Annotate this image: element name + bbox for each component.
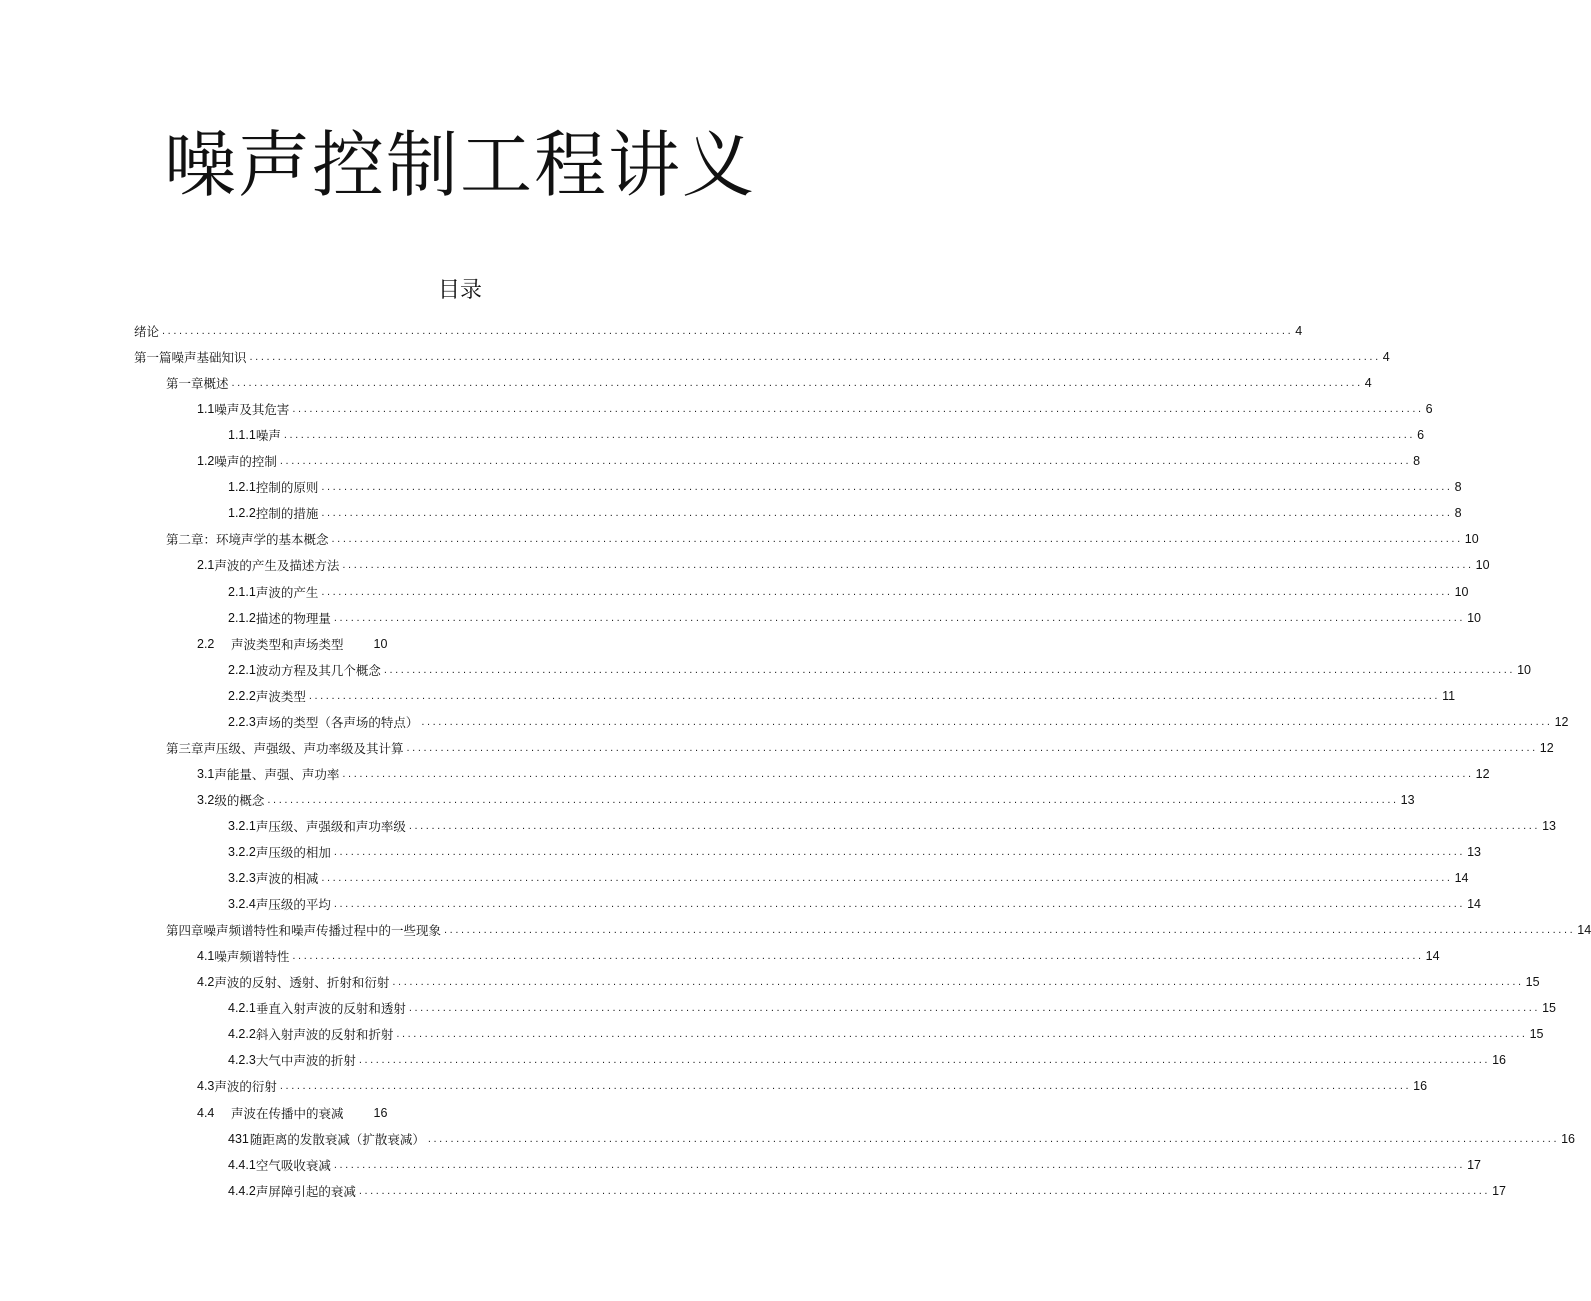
toc-entry-title: 描述的物理量 <box>255 610 331 626</box>
toc-entry[interactable] <box>134 344 1390 370</box>
toc-entry-title: 第一章概述 <box>166 376 229 392</box>
toc-leader-dots: ........................................................................................................................................................................................................ <box>383 663 1516 676</box>
toc-page-number: 10 <box>1454 584 1469 599</box>
toc-entry[interactable] <box>228 422 1425 448</box>
toc-entry-number: 2.1.2 <box>228 610 256 625</box>
toc-leader-dots: ........................................................................................................................................................................................................ <box>321 507 1453 520</box>
toc-entry[interactable] <box>166 370 1372 396</box>
toc-entry-number: 4.4 <box>197 1105 215 1120</box>
toc-page-number: 12 <box>1539 740 1554 755</box>
toc-page-number: 8 <box>1413 454 1421 469</box>
toc-entry[interactable] <box>228 1152 1481 1178</box>
toc-page-number: 10 <box>1467 610 1481 625</box>
toc-entry[interactable] <box>228 865 1469 891</box>
toc-leader-dots: ........................................................................................................................................................................................................ <box>358 1054 1491 1067</box>
toc-leader-dots: ........................................................................................................................................................................................................ <box>267 793 1399 806</box>
toc-entry-number: 4.4.2 <box>228 1183 256 1198</box>
toc-page-number: 8 <box>1454 480 1462 495</box>
toc-entry-number: 3.2.2 <box>228 845 256 859</box>
toc-entry[interactable] <box>228 474 1462 500</box>
toc-entry-number: 2.1.1 <box>228 584 256 599</box>
toc-entry-number: 2.1 <box>197 558 215 573</box>
toc-entry[interactable] <box>197 552 1490 578</box>
toc-entry[interactable] <box>197 969 1540 995</box>
toc-leader-dots: ........................................................................................................................................................................................................ <box>421 715 1553 728</box>
toc-entry-title: 噪声的控制 <box>214 454 277 470</box>
toc-page-number: 16 <box>1413 1079 1428 1094</box>
toc-leader-dots: ........................................................................................................................................................................................................ <box>408 819 1541 832</box>
toc-entry-title: 随距离的发散衰减（扩散衰减） <box>249 1131 425 1147</box>
toc-page-number: 14 <box>1577 923 1591 938</box>
toc-leader-dots: ........................................................................................................................................................................................................ <box>392 976 1524 989</box>
toc-entry-title: 声波的产生及描述方法 <box>214 558 340 574</box>
toc-leader-dots: ........................................................................................................................................................................................................ <box>249 351 1381 364</box>
toc-leader-dots: ........................................................................................................................................................................................................ <box>396 1028 1528 1041</box>
toc-leader-dots: ........................................................................................................................................................................................................ <box>342 559 1474 572</box>
toc-entry-title: 声波的反射、透射、折射和衍射 <box>214 975 390 991</box>
toc-page-number: 4 <box>1382 350 1390 365</box>
toc-entry[interactable] <box>197 396 1433 422</box>
toc-page-number: 13 <box>1467 845 1481 859</box>
toc-entry-title: 声压级的相加 <box>255 845 331 860</box>
toc-leader-dots: ........................................................................................................................................................................................................ <box>283 429 1416 442</box>
toc-page-number: 8 <box>1454 506 1462 521</box>
toc-page-number: 6 <box>1417 428 1425 443</box>
toc-page-number: 10 <box>1475 558 1490 573</box>
toc-entry[interactable] <box>228 1021 1544 1047</box>
toc-entry-number: 4.2 <box>197 975 215 990</box>
toc-entry[interactable] <box>197 787 1415 813</box>
toc-page-number: 10 <box>1464 532 1479 547</box>
toc-entry[interactable] <box>228 709 1569 735</box>
toc-entry-title: 垂直入射声波的反射和透射 <box>255 1001 406 1017</box>
toc-leader-dots: ........................................................................................................................................................................................................ <box>321 481 1453 494</box>
toc-entry-title: 声能量、声强、声功率 <box>214 766 340 782</box>
toc-entry[interactable] <box>228 1126 1576 1152</box>
toc-page-number: 15 <box>1542 1001 1556 1016</box>
toc-entry-number: 1.1.1 <box>228 428 256 443</box>
toc-leader-dots: ........................................................................................................................................................................................................ <box>406 741 1538 754</box>
toc-page-number: 15 <box>1525 975 1540 990</box>
toc-leader-dots: ........................................................................................................................................................................................................ <box>279 455 1412 468</box>
toc-entry-number: 4.2.2 <box>228 1027 256 1042</box>
toc-entry-number: 1.2.2 <box>228 506 256 521</box>
toc-leader-dots: ........................................................................................................................................................................................................ <box>292 950 1424 963</box>
toc-entry[interactable] <box>228 657 1531 683</box>
toc-leader-dots: ........................................................................................................................................................................................................ <box>321 585 1453 598</box>
toc-entry-number: 3.1 <box>197 766 215 781</box>
toc-entry[interactable] <box>228 1178 1506 1204</box>
toc-entry-title: 噪声 <box>255 428 281 444</box>
toc-leader-dots: ........................................................................................................................................................................................................ <box>292 403 1424 416</box>
document-title: 噪声控制工程讲义 <box>163 123 756 207</box>
toc-page-number: 11 <box>1442 688 1456 703</box>
toc-entry-number: 1.1 <box>197 402 215 417</box>
toc-entry[interactable] <box>228 500 1462 526</box>
toc-entry-number: 2.2.1 <box>228 662 256 677</box>
toc-leader-dots: ........................................................................................................................................................................................................ <box>427 1132 1560 1145</box>
toc-entry[interactable] <box>228 839 1481 865</box>
toc-entry-title: 声波在传播中的衰减 <box>231 1105 344 1121</box>
toc-entry-number: 2.2.2 <box>228 688 256 703</box>
toc-entry-title: 级的概念 <box>214 792 265 808</box>
toc-entry-number: 第四章 <box>166 924 204 939</box>
toc-entry[interactable] <box>134 318 1303 344</box>
toc-entry-title: 声压级、声强级和声功率级 <box>255 818 406 834</box>
toc-entry-number: 4.2.3 <box>228 1053 256 1068</box>
toc-entry[interactable] <box>228 579 1469 605</box>
toc-leader-dots: ........................................................................................................................................................................................................ <box>444 924 1576 937</box>
toc-entry-title: 噪声频谱特性 <box>214 949 290 965</box>
toc-entry-title: 斜入射声波的反射和折射 <box>255 1027 394 1043</box>
toc-entry-number: 4.3 <box>197 1079 215 1094</box>
toc-page-number: 14 <box>1425 949 1440 964</box>
toc-entry-title: 第一篇噪声基础知识 <box>134 350 247 366</box>
toc-leader-dots: ........................................................................................................................................................................................................ <box>321 872 1453 885</box>
toc-entry-title: 声波类型和声场类型 <box>231 636 344 652</box>
toc-entry[interactable] <box>166 526 1479 552</box>
toc-entry[interactable] <box>197 448 1421 474</box>
toc-leader-dots: ........................................................................................................................................................................................................ <box>333 898 1466 911</box>
toc-page-number: 16 <box>1561 1131 1576 1146</box>
toc-page-number: 13 <box>1400 792 1415 807</box>
toc-leader-dots: ........................................................................................................................................................................................................ <box>308 689 1441 702</box>
toc-page-number: 15 <box>1529 1027 1544 1042</box>
toc-entry[interactable] <box>166 735 1554 761</box>
toc-entry[interactable] <box>228 995 1556 1021</box>
toc-entry-title: 声压级的平均 <box>255 897 331 913</box>
toc-leader-dots: ........................................................................................................................................................................................................ <box>358 1184 1491 1197</box>
toc-page-number: 13 <box>1542 818 1556 833</box>
toc-entry-number: 4.2.1 <box>228 1001 256 1016</box>
toc-entry[interactable] <box>197 1073 1428 1099</box>
toc-page-number: 16 <box>373 1105 388 1120</box>
toc-leader-dots: ........................................................................................................................................................................................................ <box>333 846 1466 858</box>
toc-page-number: 4 <box>1364 376 1372 391</box>
toc-entry[interactable] <box>197 631 387 657</box>
toc-page-number: 17 <box>1492 1183 1506 1198</box>
toc-entry[interactable] <box>228 813 1556 839</box>
toc-page-number: 10 <box>1517 662 1531 677</box>
toc-page-number: 14 <box>1467 897 1481 912</box>
toc-entry-title: 声压级、声强级、声功率级及其计算 <box>203 740 404 756</box>
toc-entry[interactable] <box>197 943 1440 969</box>
toc-entry[interactable] <box>228 891 1481 917</box>
toc-entry-title: 噪声及其危害 <box>214 402 290 418</box>
toc-leader-dots: ........................................................................................................................................................................................................ <box>231 377 1363 390</box>
toc-entry[interactable] <box>166 917 1591 943</box>
toc-entry-title: 噪声频谱特性和噪声传播过程中的一些现象 <box>203 923 442 939</box>
toc-entry-title: 控制的原则 <box>255 480 319 496</box>
toc-leader-dots: ........................................................................................................................................................................................................ <box>162 325 1294 337</box>
toc-page-number: 12 <box>1475 766 1490 781</box>
toc-entry-title: 声屏障引起的衰减 <box>255 1183 356 1199</box>
toc-entry-number: 2.2.3 <box>228 714 256 729</box>
toc-entry[interactable] <box>197 761 1490 787</box>
toc-entry-number: 3.2.1 <box>228 818 256 833</box>
toc-leader-dots: ........................................................................................................................................................................................................ <box>342 767 1474 780</box>
toc-entry-title: 声波的衍射 <box>214 1079 277 1095</box>
toc-page-number: 12 <box>1554 714 1569 729</box>
toc-leader-dots: ........................................................................................................................................................................................................ <box>279 1080 1412 1093</box>
toc-page-number: 6 <box>1425 402 1433 417</box>
toc-leader-dots: ........................................................................................................................................................................................................ <box>408 1002 1541 1015</box>
toc-entry-title: 空气吸收衰减 <box>255 1157 331 1173</box>
toc-entry-title: 波动方程及其几个概念 <box>255 662 381 678</box>
toc-page-number: 17 <box>1467 1157 1481 1172</box>
toc-leader-dots: ........................................................................................................................................................................................................ <box>333 1158 1466 1171</box>
toc-entry-number: 第三章 <box>166 741 204 756</box>
toc-page-number: 16 <box>1492 1053 1506 1068</box>
toc-entry-title: 第二章：环境声学的基本概念 <box>166 532 329 548</box>
toc-entry-number: 4.1 <box>197 949 215 964</box>
toc-entry[interactable] <box>228 605 1481 631</box>
toc-heading: 目录 <box>437 278 482 303</box>
toc-entry-title: 声波的产生 <box>255 584 319 600</box>
toc-entry-number: 1.2 <box>197 454 215 469</box>
toc-entry[interactable] <box>228 1047 1506 1073</box>
toc-entry-title: 大气中声波的折射 <box>255 1053 356 1069</box>
toc-entry-number: 3.2.3 <box>228 871 256 886</box>
toc-entry-title: 声场的类型（各声场的特点） <box>255 714 419 730</box>
toc-page-number: 4 <box>1295 324 1303 338</box>
toc-entry-number: 4.4.1 <box>228 1157 256 1172</box>
toc-entry[interactable] <box>228 683 1456 709</box>
toc-entry-number: 2.2 <box>197 636 215 651</box>
toc-entry[interactable] <box>197 1100 387 1126</box>
toc-entry-number: 3.2 <box>197 792 215 807</box>
toc-entry-title: 声波类型 <box>255 688 306 704</box>
toc-leader-dots: ........................................................................................................................................................................................................ <box>331 533 1463 546</box>
toc-entry-title: 控制的措施 <box>255 506 319 522</box>
toc-page-number: 10 <box>373 636 388 651</box>
toc-entry-number: 431 <box>228 1131 249 1146</box>
toc-page-number: 14 <box>1454 871 1469 886</box>
toc-entry-title: 绪论 <box>134 324 160 339</box>
toc-entry-number: 3.2.4 <box>228 897 256 912</box>
toc-entry-title: 声波的相减 <box>255 871 319 887</box>
toc-leader-dots: ........................................................................................................................................................................................................ <box>333 611 1466 624</box>
toc-entry-number: 1.2.1 <box>228 480 256 495</box>
